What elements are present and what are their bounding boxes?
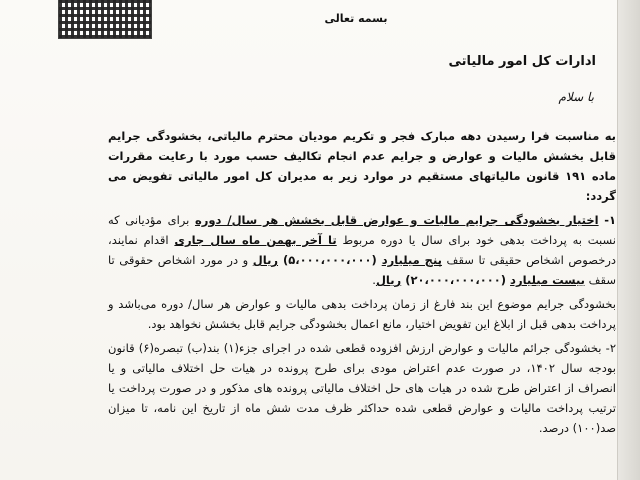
clause-1-end: . — [372, 273, 376, 287]
clause-1-deadline: تا آخر بهمن ماه سال جاری — [174, 233, 337, 247]
clause-1-cap-individual: پنج میلیارد — [381, 253, 442, 267]
clause-1-unit-a: ریال — [252, 253, 279, 267]
clause-1-unit-b: ریال — [375, 273, 402, 287]
clause-1-note: بخشودگی جرایم موضوع این بند فارغ از زمان پرداخت بدهی مالیات و عوارض هر سال/ دوره می‌باشد و پرداخت بدهی قبل از ابلاغ این تفویض اختیار، مانع اعمال بخشودگی جرایم قابل بخشش نخواهد بود. — [108, 297, 616, 331]
clause-1-title: اختیار بخشودگی جرایم مالیات و عوارض قابل بخشش هر سال/ دوره — [194, 213, 599, 227]
clause-1-cap-legal: بیست میلیارد — [510, 273, 585, 287]
clause-1 — [108, 210, 616, 290]
clause-1-number: ۱- — [604, 213, 617, 227]
page-edge — [617, 0, 640, 480]
letter-content — [96, 0, 616, 480]
basmala-heading: بسمه تعالی — [324, 12, 388, 25]
clause-1-cap-legal-digits: (۲۰،۰۰۰،۰۰۰،۰۰۰) — [401, 273, 511, 287]
clause-2: ۲- بخشودگی جرائم مالیات و عوارض ارزش افزوده قطعی شده در اجرای جزء(۱) بند(ب) تبصره(۶) قانون بودجه سال ۱۴۰۲، در صورت عدم اعتراض مودی برای طرح پرونده در هیات حل اختلاف مالیاتی و یا انصراف از اعتراض طرح شده در هیات های حل اختلاف مالیاتی پرونده های مذکور و در صورت پرداخت یا ترتیب پرداخت مالیات و عوارض قطعی شده حداکثر ظرف مدت شش ماه از تاریخ این نامه، تا میزان صد(۱۰۰) درصد. — [108, 341, 616, 435]
greeting-text: با سلام — [558, 90, 594, 104]
clause-1-text-a: برای مؤدیانی که نسبت به پرداخت بدهی خود برای سال یا دوره مربوط — [108, 213, 616, 247]
clause-1-text-b: اقدام نمایند، درخصوص اشخاص حقیقی تا سقف — [108, 233, 616, 267]
clause-1-text-c: و در مورد اشخاص حقوقی تا سقف — [108, 253, 616, 287]
letter-body — [108, 126, 616, 438]
intro-paragraph: به مناسبت فرا رسیدن دهه مبارک فجر و تکریم مودیان محترم مالیاتی، بخشودگی جرایم قابل بخشش مالیات و عوارض و جرایم عدم انجام تکالیف حسب مورد با رعایت مقررات ماده ۱۹۱ قانون مالیاتهای مستقیم در موارد زیر به مدیران کل امور مالیاتی تفویض می گردد: — [108, 129, 616, 203]
clause-1-cap-individual-digits: (۵،۰۰۰،۰۰۰،۰۰۰) — [278, 253, 382, 267]
recipient-line: ادارات کل امور مالیاتی — [448, 54, 596, 69]
